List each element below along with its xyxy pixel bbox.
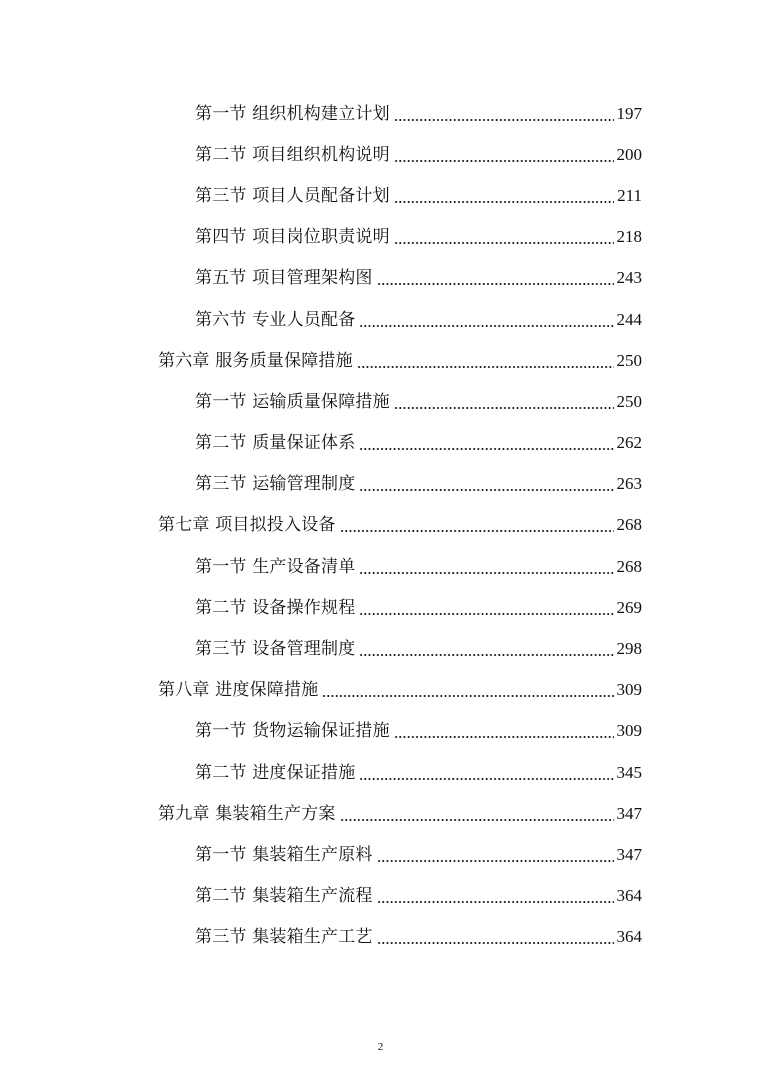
toc-entry-label: 第三节 集装箱生产工艺	[195, 927, 373, 948]
toc-entry-label: 第三节 运输管理制度	[195, 474, 356, 495]
page-number: 2	[377, 1041, 384, 1053]
toc-entry-page: 268	[616, 515, 642, 535]
toc-entry-page: 347	[616, 803, 642, 823]
toc-chapter-entry[interactable]	[158, 340, 642, 381]
toc-entry-page: 345	[616, 762, 642, 782]
toc-entry-label: 第二节 质量保证体系	[195, 433, 356, 454]
toc-entry-page: 347	[616, 844, 642, 864]
toc-entry-label: 第五节 项目管理架构图	[195, 268, 373, 289]
toc-entry[interactable]	[195, 917, 642, 958]
dot-leader	[377, 283, 614, 285]
toc-entry-page: 250	[616, 391, 642, 411]
toc-entry[interactable]	[195, 711, 642, 752]
dot-leader	[322, 695, 613, 697]
toc-entry-label: 第一节 货物运输保证措施	[195, 721, 390, 742]
toc-entry[interactable]	[195, 175, 642, 216]
dot-leader	[394, 160, 614, 162]
toc-entry-page: 262	[616, 433, 642, 453]
toc-entry-label: 第六节 专业人员配备	[195, 309, 356, 330]
toc-entry-label: 第一节 组织机构建立计划	[195, 103, 390, 124]
dot-leader	[394, 736, 614, 738]
toc-entry[interactable]	[195, 834, 642, 875]
toc-entry[interactable]	[195, 752, 642, 793]
toc-entry-page: 218	[616, 227, 642, 247]
toc-entry-page: 309	[616, 721, 642, 741]
dot-leader	[359, 778, 613, 780]
toc-entry-label: 第二节 设备操作规程	[195, 597, 356, 618]
toc-entry[interactable]	[195, 381, 642, 422]
toc-entry-page: 263	[616, 474, 642, 494]
dot-leader	[359, 654, 613, 656]
dot-leader	[340, 819, 614, 821]
toc-entry-label: 第一节 生产设备清单	[195, 556, 356, 577]
dot-leader	[394, 119, 614, 121]
toc-entry[interactable]	[195, 93, 642, 134]
dot-leader	[359, 325, 613, 327]
dot-leader	[394, 407, 614, 409]
toc-entry-page: 309	[616, 680, 642, 700]
toc-entry-page: 243	[616, 268, 642, 288]
toc-entry-page: 268	[616, 556, 642, 576]
dot-leader	[340, 530, 614, 532]
table-of-contents	[158, 93, 642, 958]
toc-entry-page: 364	[616, 886, 642, 906]
toc-entry-page: 364	[616, 927, 642, 947]
toc-entry-page: 269	[616, 597, 642, 617]
toc-entry[interactable]	[195, 587, 642, 628]
toc-entry-label: 第二节 集装箱生产流程	[195, 886, 373, 907]
dot-leader	[359, 613, 613, 615]
toc-chapter-entry[interactable]	[158, 793, 642, 834]
toc-entry-label: 第七章 项目拟投入设备	[158, 515, 336, 536]
toc-entry-page: 197	[616, 103, 642, 123]
toc-entry[interactable]	[195, 299, 642, 340]
toc-entry[interactable]	[195, 546, 642, 587]
toc-entry[interactable]	[195, 876, 642, 917]
toc-entry-page: 244	[616, 309, 642, 329]
dot-leader	[377, 942, 614, 944]
dot-leader	[377, 901, 614, 903]
toc-entry[interactable]	[195, 134, 642, 175]
toc-entry-label: 第四节 项目岗位职责说明	[195, 227, 390, 248]
toc-entry-label: 第二节 进度保证措施	[195, 762, 356, 783]
toc-entry[interactable]	[195, 423, 642, 464]
toc-entry[interactable]	[195, 217, 642, 258]
toc-entry-label: 第一节 运输质量保障措施	[195, 391, 390, 412]
toc-entry-label: 第八章 进度保障措施	[158, 680, 319, 701]
dot-leader	[394, 242, 614, 244]
toc-entry-page: 298	[616, 639, 642, 659]
toc-entry-label: 第三节 项目人员配备计划	[195, 185, 390, 206]
dot-leader	[359, 489, 613, 491]
toc-entry-page: 211	[617, 185, 642, 205]
toc-entry[interactable]	[195, 258, 642, 299]
dot-leader	[359, 448, 613, 450]
dot-leader	[357, 366, 614, 368]
toc-entry-page: 250	[616, 350, 642, 370]
dot-leader	[377, 860, 614, 862]
dot-leader	[359, 572, 613, 574]
toc-entry[interactable]	[195, 628, 642, 669]
toc-entry-label: 第六章 服务质量保障措施	[158, 350, 353, 371]
toc-entry-label: 第九章 集装箱生产方案	[158, 803, 336, 824]
toc-entry-label: 第三节 设备管理制度	[195, 639, 356, 660]
toc-entry[interactable]	[195, 464, 642, 505]
toc-chapter-entry[interactable]	[158, 505, 642, 546]
toc-entry-label: 第一节 集装箱生产原料	[195, 844, 373, 865]
toc-entry-page: 200	[616, 144, 642, 164]
dot-leader	[394, 201, 614, 203]
toc-chapter-entry[interactable]	[158, 670, 642, 711]
toc-entry-label: 第二节 项目组织机构说明	[195, 144, 390, 165]
